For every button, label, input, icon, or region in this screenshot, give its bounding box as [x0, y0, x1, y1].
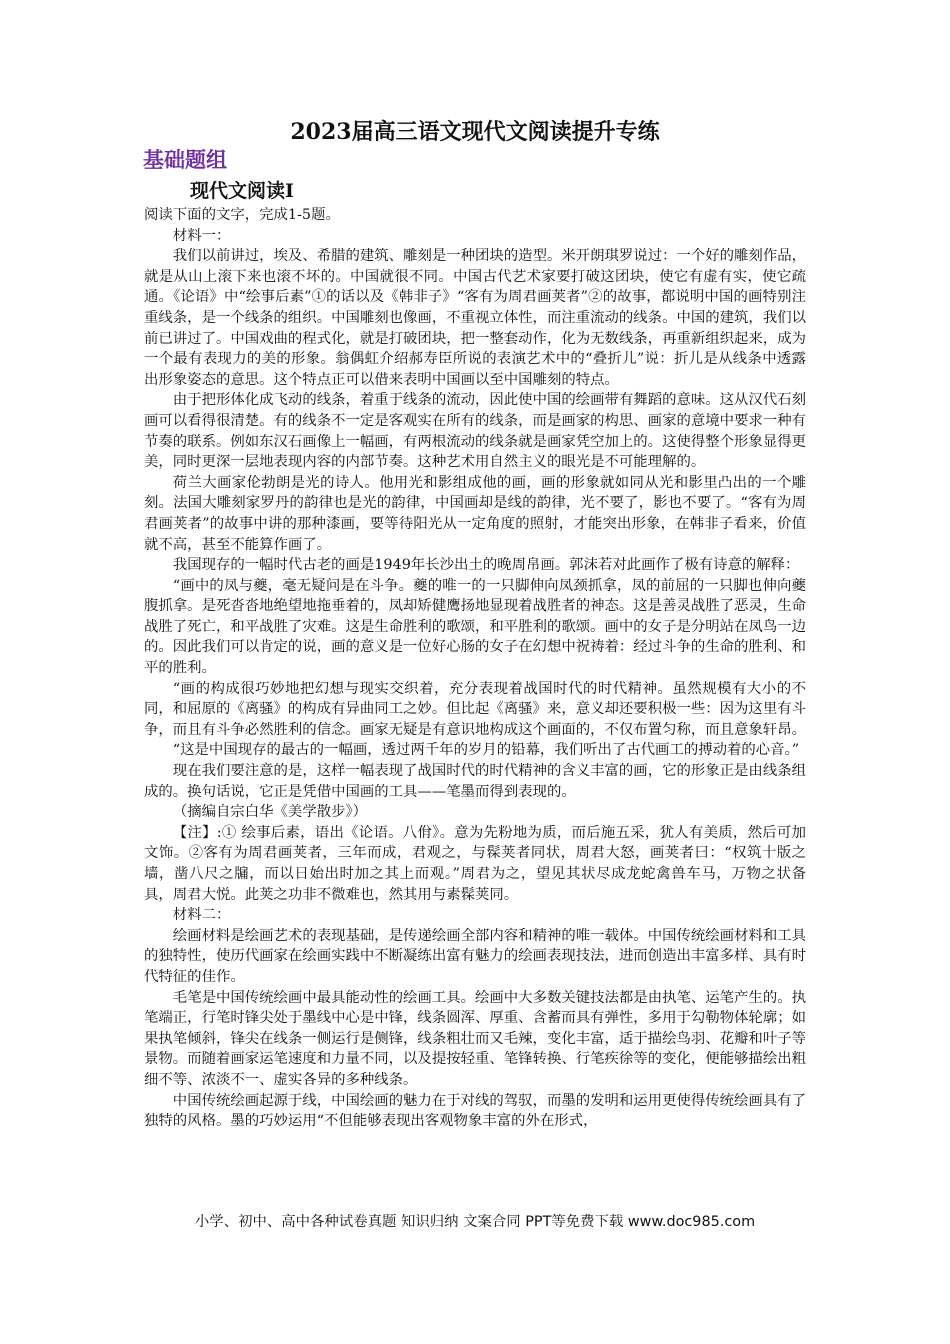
paragraph: “这是中国现存的最古的一幅画，透过两千年的岁月的铅幕，我们听出了古代画工的搏动着的心音。” [172, 742, 800, 759]
paragraph: （摘编自宗白华《美学散步》） [172, 804, 368, 821]
subsection-heading: 现代文阅读Ⅰ [190, 180, 294, 202]
document-body [144, 205, 806, 1132]
paragraph: 荷兰大画家伦勃朗是光的诗人。他用光和影组成他的画，画的形象就如同从光和影里凸出的一个雕刻。法国大雕刻家罗丹的韵律也是光的韵律，中国画却是线的韵律，光不要了，影也不要了。“客有为周君画荚者”的故事中讲的那种漆画，要等待阳光从一定角度的照射，才能突出形象，在韩非子看来，价值就不高，甚至不能算作画了。 [144, 474, 806, 553]
paragraph: 我国现存的一幅时代古老的画是1949年长沙出土的晚周帛画。郭沫若对此画作了极有诗意的解释： [172, 557, 800, 574]
paragraph: 由于把形体化成飞动的线条，着重于线条的流动，因此使中国的绘画带有舞蹈的意味。这从汉代石刻画可以看得很清楚。有的线条不一定是客观实在所有的线条，而是画家的构思、画家的意境中要求一种有节奏的联系。例如东汉石画像上一幅画，有两根流动的线条就是画家凭空加上的。这使得整个形象显得更美，同时更深一层地表现内容的内部节奏。这种艺术用自然主义的眼光是不可能理解的。 [144, 392, 806, 471]
paragraph: 毛笔是中国传统绘画中最具能动性的绘画工具。绘画中大多数关键技法都是由执笔、运笔产生的。执笔端正，行笔时锋尖处于墨线中心是中锋，线条圆浑、厚重、含蓄而具有弹性，多用于勾勒物体轮廓；如果执笔倾斜，锋尖在线条一侧运行是侧锋，线条粗壮而又毛辣，变化丰富，适于描绘鸟羽、花瓣和叶子等景物。而随着画家运笔速度和力量不同，以及提按轻重、笔锋转换、行笔疾徐等的变化，便能够描绘出粗细不等、浓淡不一、虚实各异的多种线条。 [144, 989, 806, 1088]
paragraph: 材料一： [172, 227, 231, 244]
paragraph: 【注】:① 绘事后素，语出《论语。八佾》。意为先粉地为质，而后施五采，犹人有美质，然后可加文饰。②客有为周君画荚者，三年而成，君观之，与髹荚者同状，周君大怒，画荚者曰：“权筑十版之墙，凿八尺之牖，而以日始出时加之其上而观。”周君为之，望见其状尽成龙蛇禽兽车马，万物之状备具，周君大悦。此荚之功非不微难也，然其用与素髹荚同。 [144, 824, 806, 903]
paragraph: “画的构成很巧妙地把幻想与现实交织着，充分表现着战国时代的时代精神。虽然规模有大小的不同，和屈原的《离骚》的构成有异曲同工之妙。但比起《离骚》来，意义却还要积极一些：因为这里有斗争，而且有斗争必然胜利的信念。画家无疑是有意识地构成这个画面的，不仅布置匀称，而且意象轩昂。 [144, 680, 806, 738]
document-title: 2023届高三语文现代文阅读提升专练 [290, 119, 660, 145]
paragraph: 材料二： [172, 907, 231, 924]
paragraph: “画中的凤与夔，毫无疑问是在斗争。夔的唯一的一只脚伸向凤颈抓拿，凤的前屈的一只脚也伸向夔腹抓拿。是死沓沓地绝望地拖垂着的，凤却矫健鹰扬地显现着战胜者的神态。这是善灵战胜了恶灵，生命战胜了死亡，和平战胜了灾难。这是生命胜利的歌颂，和平胜利的歌颂。画中的女子是分明站在凤鸟一边的。因此我们可以肯定的说，画的意义是一位好心肠的女子在幻想中祝祷着：经过斗争的生命的胜利、和平的胜利。 [144, 577, 806, 677]
section-heading: 基础题组 [143, 147, 227, 172]
paragraph: 现在我们要注意的是，这样一幅表现了战国时代的时代精神的含义丰富的画，它的形象正是由线条组成的。换句话说，它正是凭借中国画的工具——笔墨而得到表现的。 [144, 763, 806, 800]
paragraph: 绘画材料是绘画艺术的表现基础，是传递绘画全部内容和精神的唯一载体。中国传统绘画材料和工具的独特性，使历代画家在绘画实践中不断凝练出富有魅力的绘画表现技法，进而创造出丰富多样、具有时代特征的佳作。 [144, 927, 806, 985]
paragraph: 阅读下面的文字，完成1-5题。 [144, 207, 340, 223]
paragraph: 我们以前讲过，埃及、希腊的建筑、雕刻是一种团块的造型。米开朗琪罗说过：一个好的雕刻作品，就是从山上滚下来也滚不坏的。中国就很不同。中国古代艺术家要打破这团块，使它有虚有实，使它疏通。《论语》中“绘事后素”①的话以及《韩非子》“客有为周君画荚者”②的故事，都说明中国的画特别注重线条，是一个线条的组织。中国雕刻也像画，不重视立体性，而注重流动的线条。中国的建筑，我们以前已讲过了。中国戏曲的程式化，就是打破团块，把一整套动作，化为无数线条，再重新组织起来，成为一个最有表现力的美的形象。翁偶虹介绍郝寿臣所说的表演艺术中的“叠折儿”说：折儿是从线条中透露出形象姿态的意思。这个特点正可以借来表明中国画以至中国雕刻的特点。 [144, 248, 806, 388]
paragraph: 中国传统绘画起源于线，中国绘画的魅力在于对线的驾驭，而墨的发明和运用更使得传统绘画具有了独特的风格。墨的巧妙运用“不但能够表现出客观物象丰富的外在形式， [144, 1092, 806, 1130]
footer-banner[interactable]: 小学、初中、高中各种试卷真题 知识归纳 文案合同 PPT等免费下载 www.doc985.com [194, 1214, 756, 1230]
